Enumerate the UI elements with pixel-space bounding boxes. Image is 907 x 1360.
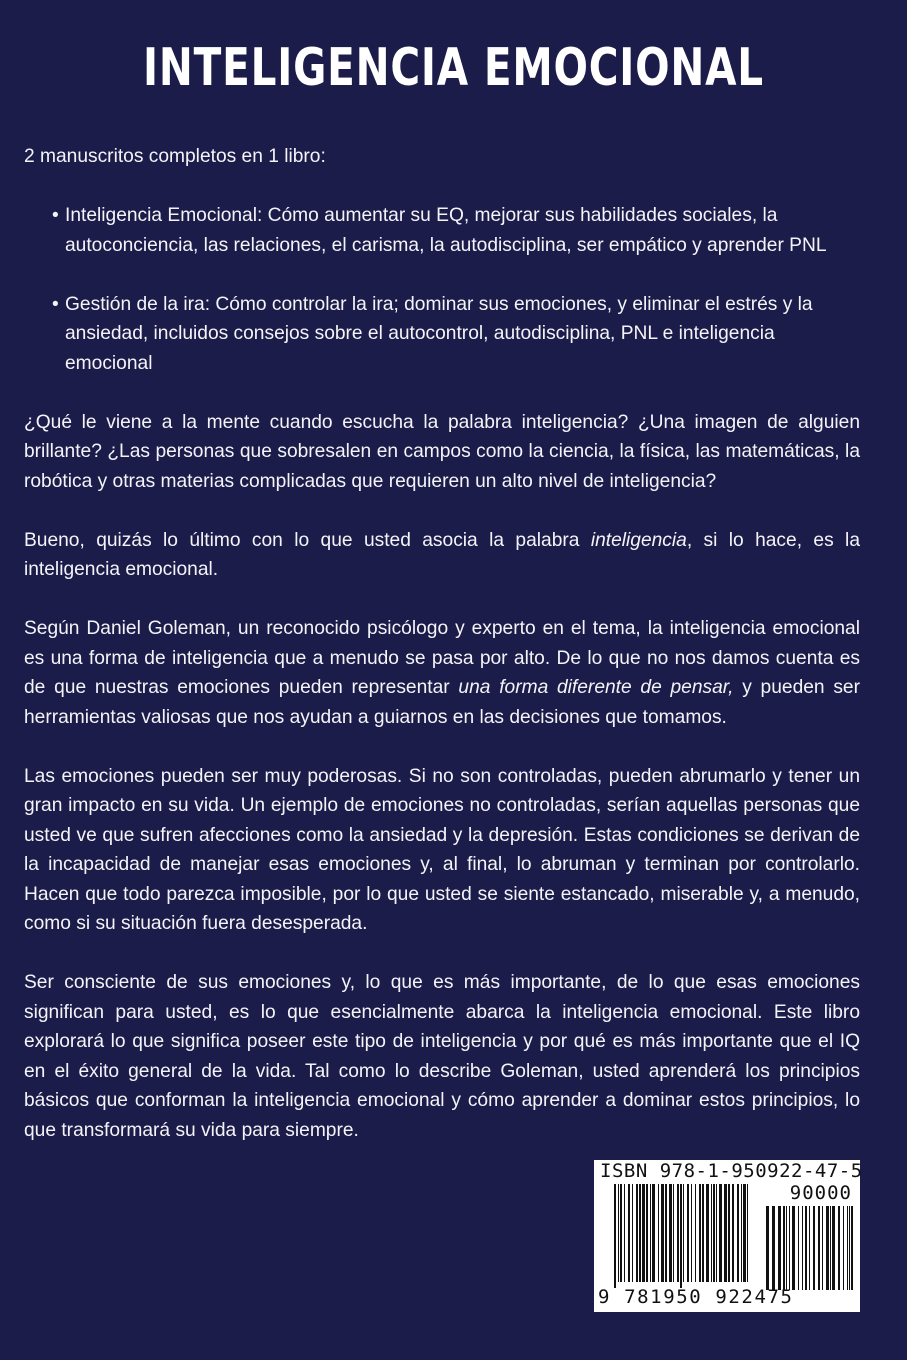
barcode-bar: [743, 1184, 746, 1282]
barcode-bar: [838, 1206, 840, 1290]
barcode-bar: [713, 1184, 715, 1282]
barcode-bar: [832, 1206, 835, 1290]
paragraph-5: Ser consciente de sus emociones y, lo que es más importante, de lo que esas emociones significan para usted, es lo que esencialmente abarca la inteligencia emocional. Este libro explorará lo que significa poseer este tipo de inteligencia y por qué es más importante que el IQ en el éxito general de la vida. Tal como lo describe Goleman, usted aprenderá los principios básicos que conforman la inteligencia emocional y cómo aprender a dominar estos principios, lo que transformará su vida para siempre.: [24, 972, 860, 1141]
barcode-bar: [716, 1184, 717, 1282]
barcode-bar: [805, 1206, 807, 1290]
paragraph-2-italic: inteligencia: [590, 529, 687, 551]
barcode-bar: [658, 1184, 659, 1282]
barcode-bar: [772, 1206, 775, 1290]
paragraph-3-text-end: y pueden ser herramientas valiosas que nos ayudan a guiarnos en las decisiones que tomamos.: [24, 677, 860, 728]
barcode-bar: [711, 1184, 712, 1282]
barcode-bar: [650, 1184, 651, 1282]
barcode-bar: [766, 1206, 769, 1290]
barcode-bar: [699, 1184, 701, 1282]
barcode-bar: [642, 1184, 645, 1282]
barcode-bar: [786, 1206, 787, 1290]
barcode-bar: [737, 1184, 739, 1282]
barcode-bar: [624, 1184, 625, 1282]
paragraph-3: [24, 614, 860, 732]
barcode-bar: [620, 1184, 622, 1282]
barcode-addon-number: 90000: [789, 1182, 852, 1204]
barcode-bar: [632, 1184, 633, 1282]
barcode-bar: [652, 1184, 655, 1282]
barcode-bar: [636, 1184, 638, 1282]
paragraph-2-text-end: , si lo hace, es la inteligencia emocional.: [24, 529, 860, 580]
list-item: • Gestión de la ira: Cómo controlar la ira; dominar sus emociones, y eliminar el estrés y la ansiedad, incluidos consejos sobre el autocontrol, autodisciplina, PNL e inteligencia emocional: [65, 290, 860, 379]
barcode-bar: [778, 1206, 781, 1290]
barcode-bar: [680, 1184, 682, 1288]
barcode-bar: [614, 1184, 616, 1288]
barcode-bar: [728, 1184, 730, 1282]
barcode-bar: [677, 1184, 679, 1282]
barcode-bar: [732, 1184, 734, 1282]
barcode-bar: [747, 1184, 748, 1282]
back-cover-text: [24, 142, 860, 1175]
barcode-bar: [639, 1184, 641, 1282]
paragraph-3-italic: una forma diferente de pensar,: [458, 677, 734, 698]
barcode-bar: [789, 1206, 790, 1290]
barcode-bar: [798, 1206, 799, 1290]
paragraph-3-text: Según Daniel Goleman, un reconocido psicólogo y experto en el tema, la inteligencia emocional es una forma de inteligencia que a menudo se pasa por alto. De lo que no nos damos cuenta es de que nuestras emociones pueden representar: [24, 618, 860, 698]
barcode-bar: [822, 1206, 823, 1290]
barcode-bar: [813, 1206, 815, 1290]
barcode-bar: [661, 1184, 664, 1282]
barcode-bar: [830, 1206, 831, 1290]
barcode-bar: [792, 1206, 795, 1290]
barcode-bar: [669, 1184, 672, 1282]
barcode-bar: [673, 1184, 674, 1282]
barcode-bar: [851, 1206, 853, 1290]
barcode-bar: [646, 1184, 648, 1282]
barcode-bar: [724, 1184, 727, 1282]
paragraph-2-text: Bueno, quizás lo último con lo que usted asocia la palabra: [24, 529, 591, 551]
barcode-bar: [665, 1184, 667, 1282]
barcode-bar: [687, 1184, 689, 1282]
barcode-bar: [683, 1184, 684, 1282]
barcode-bar: [826, 1206, 829, 1290]
barcode-bar: [802, 1206, 803, 1290]
barcode-bar: [618, 1184, 619, 1282]
barcode-bar: [849, 1206, 850, 1290]
isbn-barcode: [594, 1160, 863, 1312]
barcode-bar: [741, 1184, 742, 1282]
barcode-bar: [818, 1206, 820, 1290]
barcode-bar: [691, 1184, 692, 1282]
paragraph-2: [24, 526, 860, 585]
intro-line: 2 manuscritos completos en 1 libro:: [24, 146, 326, 167]
isbn-label: ISBN 978-1-950922-47-5: [600, 1160, 863, 1182]
paragraph-4: Las emociones pueden ser muy poderosas. Si no son controladas, pueden abrumarlo y tener un gran impacto en su vida. Un ejemplo de emociones no controladas, serían aquellas personas que usted ve que sufren afecciones como la ansiedad y la depresión. Estas condiciones se derivan de la incapacidad de manejar esas emociones y, al final, lo abruman y terminan por controlarlo. Hacen que todo parezca imposible, por lo que usted se siente estancado, miserable y, a menudo, como si su situación fuera desesperada.: [24, 765, 860, 934]
barcode-bar: [702, 1184, 704, 1282]
paragraph-1: ¿Qué le viene a la mente cuando escucha la palabra inteligencia? ¿Una imagen de alguien brillante? ¿Las personas que sobresalen en campos como la ciencia, la física, las matemáticas, la robótica y otras materias complicadas que requieren un alto nivel de inteligencia?: [24, 411, 860, 492]
barcode-bar: [783, 1206, 785, 1290]
list-item: • Inteligencia Emocional: Cómo aumentar su EQ, mejorar sus habilidades sociales, la autoconciencia, las relaciones, el carisma, la autodisciplina, ser empático y aprender PNL: [65, 201, 860, 260]
book-title: INTELIGENCIA EMOCIONAL: [143, 38, 764, 98]
barcode-bar: [706, 1184, 709, 1282]
barcode-bar: [843, 1206, 844, 1290]
manuscript-list: [24, 201, 860, 378]
ean-number: 9 781950 922475: [598, 1286, 794, 1308]
barcode-bar: [695, 1184, 696, 1282]
barcode-bar: [809, 1206, 810, 1290]
barcode-bar: [847, 1206, 848, 1290]
barcode-bar: [628, 1184, 630, 1282]
barcode-bar: [719, 1184, 722, 1282]
